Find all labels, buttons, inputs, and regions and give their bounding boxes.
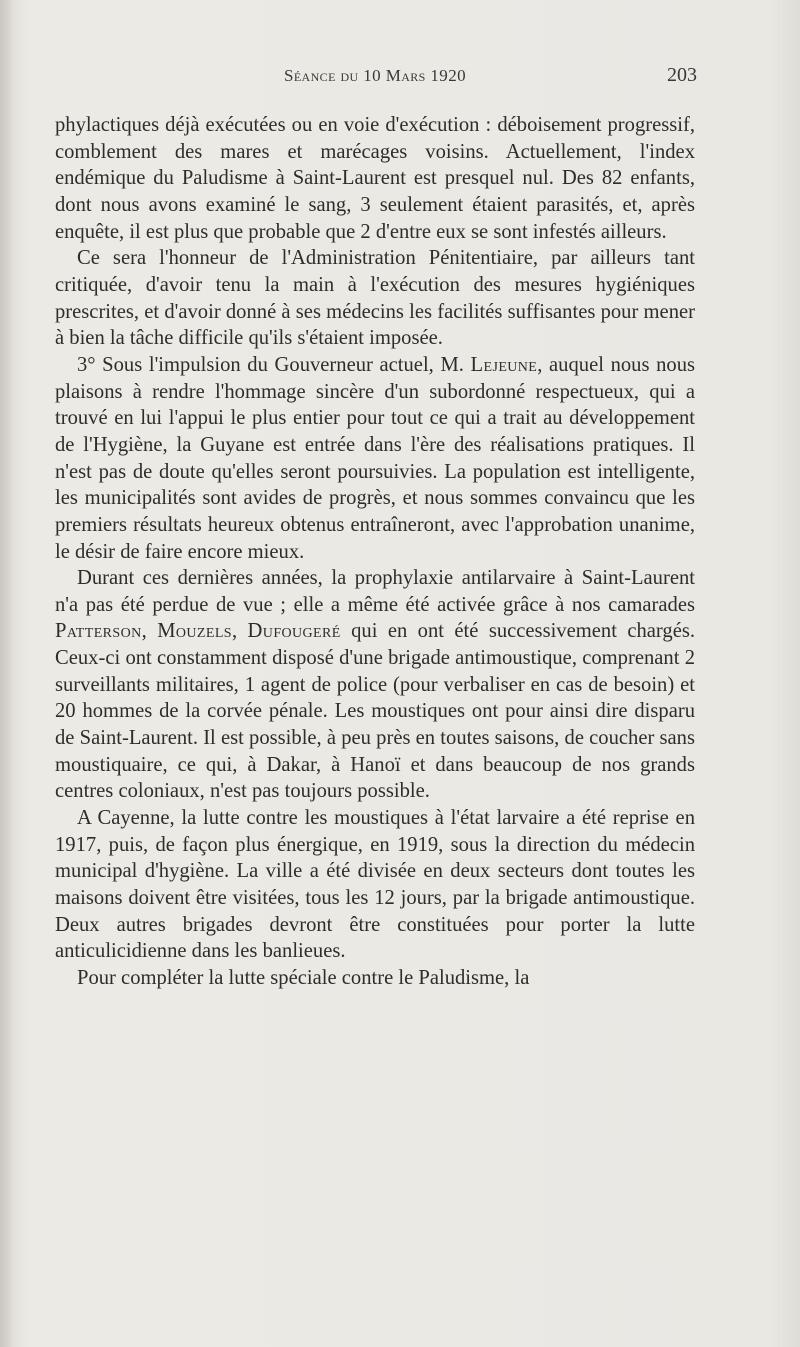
paragraph-4-text-end: qui en ont été successivement chargés. Ceux-ci ont constamment disposé d'une brigade antimoustique, comprenant 2 surveillants militaires, 1 agent de police (pour verbaliser en cas de besoin) et 20 hommes de la corvée pénale. Les moustiques ont pour ainsi dire disparu de Saint-Laurent. Il est possible, à peu près en toutes saisons, de coucher sans moustiquaire, ce qui, à Dakar, à Hanoï et dans beaucoup de nos grands centres coloniaux, n'est pas toujours possible. xyxy=(55,620,695,803)
paragraph-6 xyxy=(55,965,695,992)
paragraph-2 xyxy=(55,245,695,352)
paragraph-4-text-start: Durant ces dernières années, la prophylaxie antilarvaire à Saint-Laurent n'a pas été perdue de vue ; elle a même été activée grâce à nos camarades xyxy=(55,567,695,616)
body-text xyxy=(55,112,695,992)
paragraph-5-text: A Cayenne, la lutte contre les moustiques à l'état larvaire a été reprise en 1917, puis, de façon plus énergique, en 1919, sous la direction du médecin municipal d'hygiène. La ville a été divisée en deux secteurs dont toutes les maisons doivent être visitées, tous les 12 jours, par la brigade antimoustique. Deux autres brigades devront être constituées pour porter la lutte anticulicidienne dans les banlieues. xyxy=(55,807,695,963)
paragraph-3-text-start: 3° Sous l'impulsion du Gouverneur actuel, M. xyxy=(77,353,471,376)
name-separator-1: , xyxy=(141,620,158,643)
paragraph-1 xyxy=(55,112,695,245)
paragraph-1-text: phylactiques déjà exécutées ou en voie d'exécution : déboisement progressif, comblement des mares et marécages voisins. Actuellement, l'index endémique du Paludisme à Saint-Laurent est presquel nul. Des 82 enfants, dont nous avons examiné le sang, 3 seulement étaient parasités, et, après enquête, il est plus que probable que 2 d'entre eux se sont infestés ailleurs. xyxy=(55,114,695,243)
paragraph-6-text: Pour compléter la lutte spéciale contre le Paludisme, la xyxy=(77,967,530,989)
name-separator-2: , xyxy=(231,620,248,643)
governor-name: Lejeune xyxy=(470,353,538,376)
paragraph-5 xyxy=(55,805,695,965)
page-header xyxy=(55,62,695,98)
colleague-name-3: Dufougeré xyxy=(247,620,341,643)
colleague-name-1: Patterson xyxy=(55,620,142,643)
paragraph-3-text-end: , auquel nous nous plaisons à rendre l'hommage sincère d'un subordonné respectueux, qui a trouvé en lui l'appui le plus entier pour tout ce qui a trait au développement de l'Hygiène, la Guyane est entrée dans l'ère des réalisations pratiques. Il n'est pas de doute qu'elles seront poursuivies. La population est intelligente, les municipalités sont avides de progrès, et nous sommes convaincu que les premiers résultats heureux obtenus entraîneront, avec l'approbation unanime, le désir de faire encore mieux. xyxy=(55,353,696,563)
paragraph-2-text: Ce sera l'honneur de l'Administration Pénitentiaire, par ailleurs tant critiquée, d'avoir tenu la main à l'exécution des mesures hygiéniques prescrites, et d'avoir donné à ses médecins les facilités suffisantes pour mener à bien la tâche difficile qu'ils s'étaient imposée. xyxy=(55,247,695,350)
page-edge-shadow xyxy=(0,0,14,1347)
paragraph-3 xyxy=(55,352,695,565)
paragraph-4 xyxy=(55,565,695,805)
page-number: 203 xyxy=(667,64,697,86)
colleague-name-2: Mouzels xyxy=(157,620,232,643)
running-title: Séance du 10 Mars 1920 xyxy=(283,66,467,85)
